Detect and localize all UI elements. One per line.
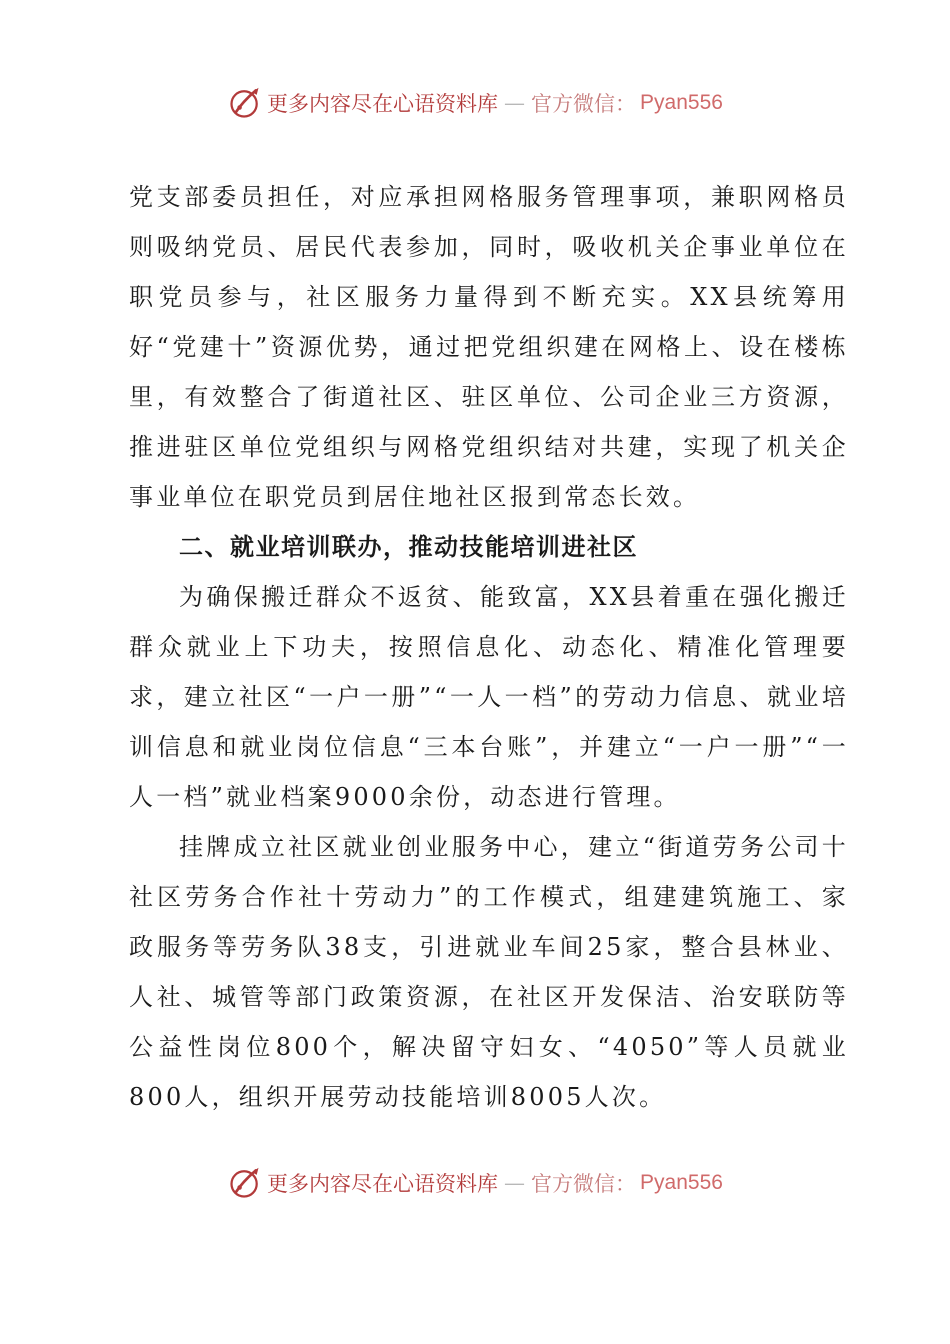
brush-logo-icon — [227, 1165, 263, 1201]
banner-wechat-id: Pyan556 — [640, 1171, 723, 1194]
banner-wechat-id: Pyan556 — [640, 91, 723, 114]
section-heading-2: 二、就业培训联办，推动技能培训进社区 — [179, 533, 638, 561]
footer-watermark — [0, 1158, 950, 1208]
banner-dash: — — [504, 1171, 526, 1195]
paragraph-1: 党支部委员担任，对应承担网格服务管理事项，兼职网格员则吸纳党员、居民代表参加，同时，吸收机关企事业单位在职党员参与，社区服务力量得到不断充实。XX县统筹用好“党建十”资源优势，通过把党组织建在网格上、设在楼栋里，有效整合了街道社区、驻区单位、公司企业三方资源，推进驻区单位党组织与网格党组织结对共建，实现了机关企事业单位在职党员到居住地社区报到常态长效。 — [129, 183, 849, 511]
paragraph-2: 为确保搬迁群众不返贫、能致富，XX县着重在强化搬迁群众就业上下功夫，按照信息化、动态化、精准化管理要求，建立社区“一户一册”“一人一档”的劳动力信息、就业培训信息和就业岗位信息“三本台账”，并建立“一户一册”“一人一档”就业档案9000余份，动态进行管理。 — [129, 583, 849, 811]
document-body — [129, 172, 849, 1122]
banner-official-label: 官方微信： — [531, 92, 637, 116]
banner-official-label: 官方微信： — [531, 1172, 637, 1196]
banner-main-text: 更多内容尽在心语资料库 — [267, 92, 499, 116]
brush-logo-icon — [227, 85, 263, 121]
paragraph-3: 挂牌成立社区就业创业服务中心，建立“街道劳务公司十社区劳务合作社十劳动力”的工作模式，组建建筑施工、家政服务等劳务队38支，引进就业车间25家，整合县林业、人社、城管等部门政策资源，在社区开发保洁、治安联防等公益性岗位800个，解决留守妇女、“4050”等人员就业800人，组织开展劳动技能培训8005人次。 — [129, 833, 849, 1111]
banner-dash: — — [504, 91, 526, 115]
banner-main-text: 更多内容尽在心语资料库 — [267, 1172, 499, 1196]
header-watermark — [0, 78, 950, 128]
